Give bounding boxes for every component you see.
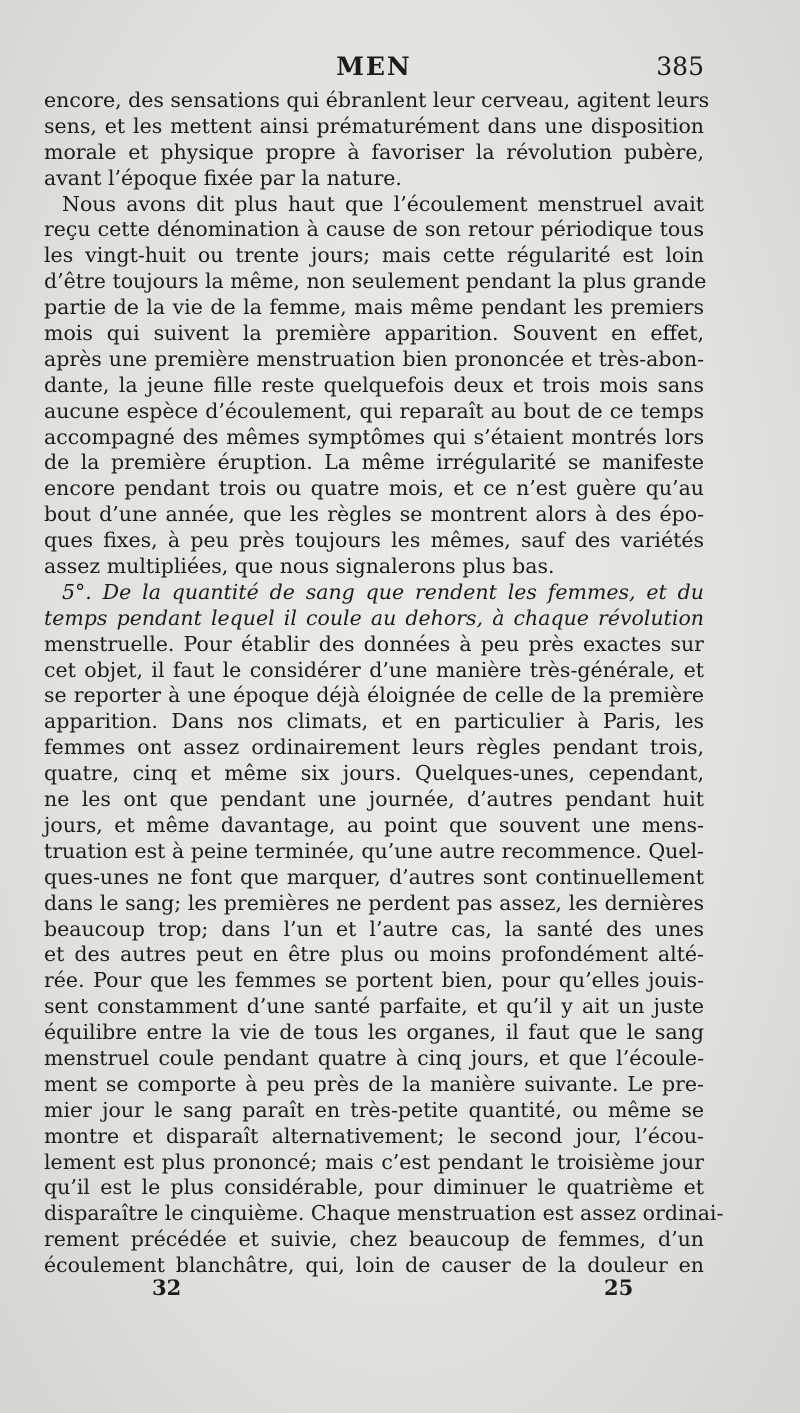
text-line: encore pendant trois ou quatre mois, et ce n’est guère qu’au — [44, 476, 704, 501]
text-line: accompagné des mêmes symptômes qui s’étaient montrés lors — [44, 424, 704, 449]
text-line: aucune espèce d’écoulement, qui reparaît au bout de ce temps — [44, 398, 704, 423]
text-line: dans le sang; les premières ne perdent pas assez, les dernières — [44, 890, 704, 915]
text-line: ques fixes, à peu près toujours les mêmes, sauf des variétés — [44, 528, 704, 553]
text-line: sent constamment d’une santé parfaite, et qu’il y ait un juste — [44, 994, 704, 1019]
text-line: menstruel coule pendant quatre à cinq jours, et que l’écoule- — [44, 1045, 704, 1070]
text-line: qu’il est le plus considérable, pour diminuer le quatrième et — [44, 1175, 704, 1200]
text-line: cet objet, il faut le considérer d’une manière très-générale, et — [44, 657, 704, 682]
text-line: assez multipliées, que nous signalerons plus bas. — [44, 554, 555, 579]
text-line: apparition. Dans nos climats, et en particulier à Paris, les — [44, 709, 704, 734]
text-line: et des autres peut en être plus ou moins profondément alté- — [44, 942, 704, 967]
text-line: sens, et les mettent ainsi prématurément dans une disposition — [44, 113, 704, 138]
text-line: rement précédée et suivie, chez beaucoup de femmes, d’un — [44, 1227, 704, 1252]
text-line: écoulement blanchâtre, qui, loin de causer de la douleur en — [44, 1253, 704, 1278]
text-line: disparaître le cinquième. Chaque menstruation est assez ordinai- — [44, 1201, 724, 1226]
text-line: beaucoup trop; dans l’un et l’autre cas, la santé des unes — [44, 916, 704, 941]
text-line: reçu cette dénomination à cause de son retour périodique tous — [44, 217, 704, 242]
text-line: rée. Pour que les femmes se portent bien, pour qu’elles jouis- — [44, 968, 704, 993]
text-line: morale et physique propre à favoriser la révolution pubère, — [44, 139, 704, 164]
section-heading-line: temps pendant lequel il coule au dehors, à chaque révolution — [44, 605, 704, 630]
text-line: mois qui suivent la première apparition. Souvent en effet, — [44, 321, 704, 346]
text-line: de la première éruption. La même irrégularité se manifeste — [44, 450, 704, 475]
text-line: d’être toujours la même, non seulement pendant la plus grande — [44, 269, 707, 294]
text-line: équilibre entre la vie de tous les organes, il faut que le sang — [44, 1020, 704, 1045]
text-line: jours, et même davantage, au point que souvent une mens- — [44, 812, 704, 837]
text-line: bout d’une année, que les règles se montrent alors à des épo- — [44, 502, 704, 527]
page-footer — [44, 1275, 704, 1305]
paragraph-start-line: Nous avons dit plus haut que l’écoulement menstruel avait — [62, 191, 704, 216]
signature-mark-left: 32 — [152, 1275, 182, 1300]
section-heading-line: 5°. De la quantité de sang que rendent les femmes, et du — [62, 579, 704, 604]
page-number: 385 — [656, 52, 704, 81]
text-line: encore, des sensations qui ébranlent leur cerveau, agitent leurs — [44, 88, 710, 112]
text-line: quatre, cinq et même six jours. Quelques-unes, cependant, — [44, 761, 704, 786]
text-line: femmes ont assez ordinairement leurs règles pendant trois, — [44, 735, 704, 760]
text-line: se reporter à une époque déjà éloignée de celle de la première — [44, 683, 704, 708]
text-line: après une première menstruation bien prononcée et très-abon- — [44, 346, 704, 371]
page-header — [44, 52, 704, 88]
signature-mark-right: 25 — [604, 1275, 634, 1300]
text-line: ne les ont que pendant une journée, d’autres pendant huit — [44, 787, 704, 812]
text-line: lement est plus prononcé; mais c’est pendant le troisième jour — [44, 1149, 704, 1174]
text-line: montre et disparaît alternativement; le second jour, l’écou- — [44, 1123, 704, 1148]
body-text — [44, 88, 724, 1279]
text-line: partie de la vie de la femme, mais même pendant les premiers — [44, 295, 704, 320]
running-head: MEN — [336, 52, 412, 81]
text-line: les vingt-huit ou trente jours; mais cette régularité est loin — [44, 243, 704, 268]
text-line: truation est à peine terminée, qu’une autre recommence. Quel- — [44, 838, 704, 863]
text-line: ment se comporte à peu près de la manière suivante. Le pre- — [44, 1071, 704, 1096]
text-line: ques-unes ne font que marquer, d’autres sont continuellement — [44, 864, 704, 889]
text-line: menstruelle. Pour établir des données à peu près exactes sur — [44, 631, 704, 656]
text-line: avant l’époque fixée par la nature. — [44, 165, 402, 190]
text-line: dante, la jeune fille reste quelquefois deux et trois mois sans — [44, 372, 704, 397]
text-line: mier jour le sang paraît en très-petite quantité, ou même se — [44, 1097, 704, 1122]
